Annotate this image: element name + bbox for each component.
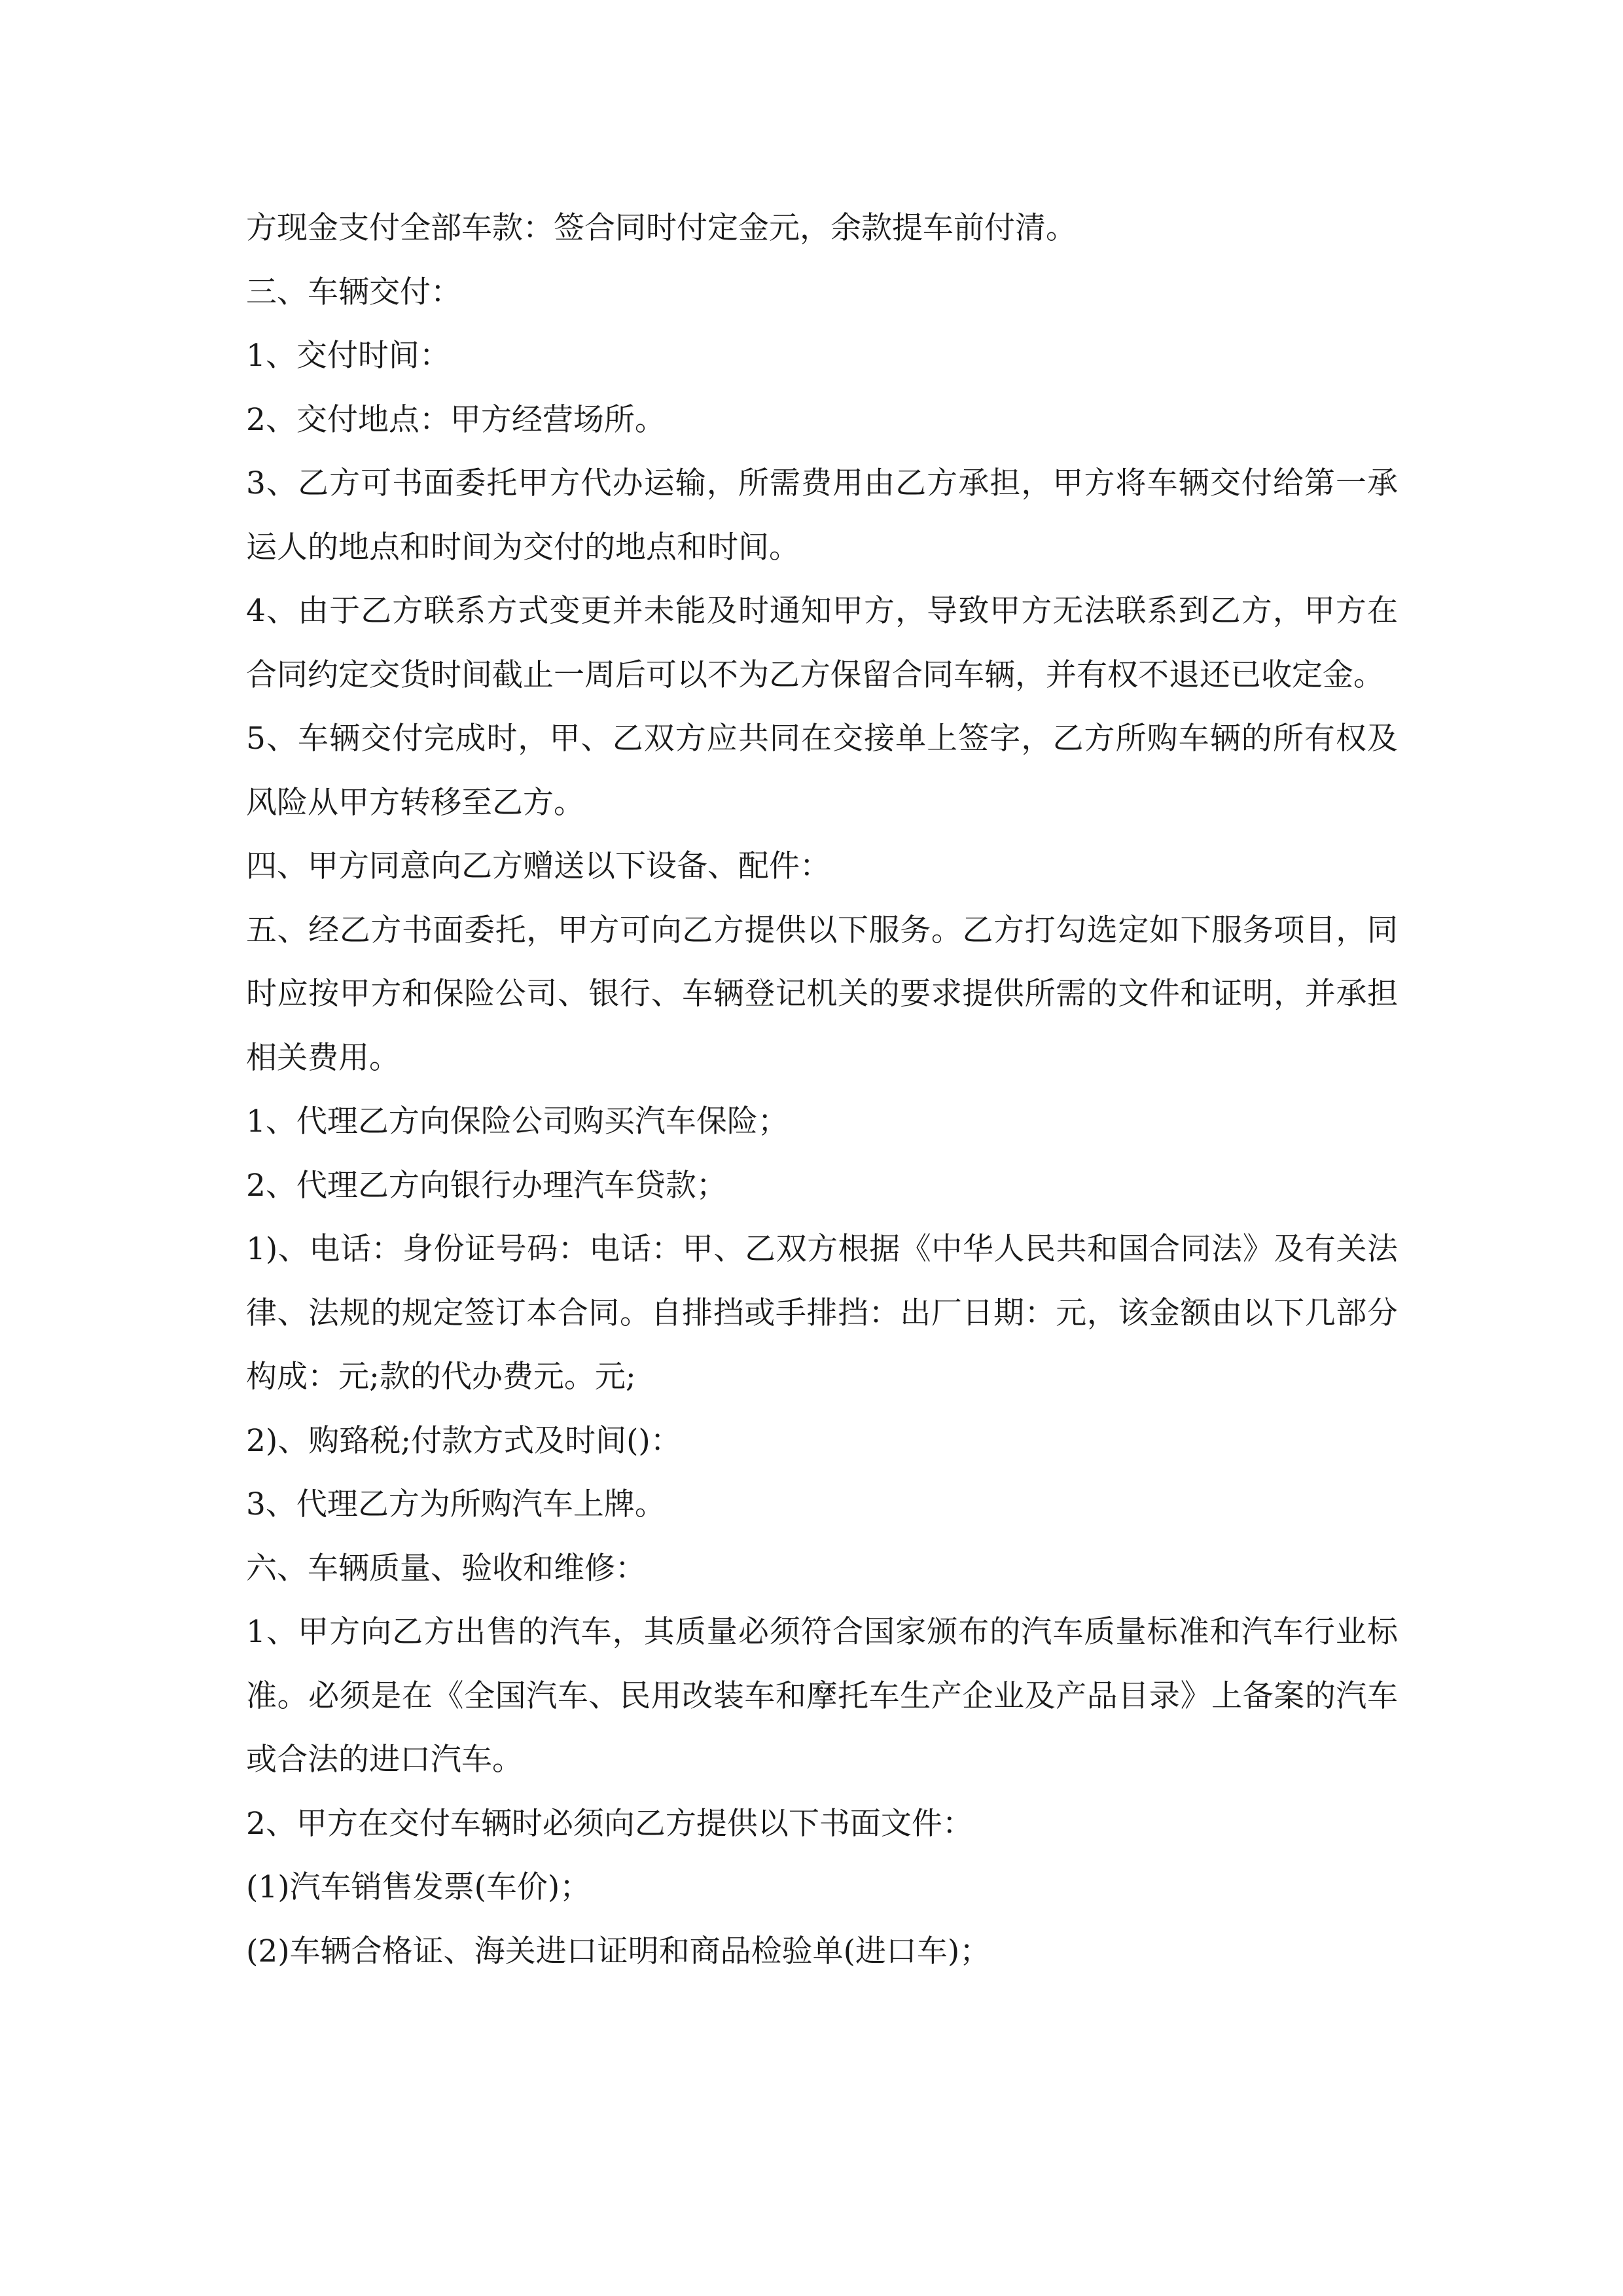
paragraph-contact-details: 1)、电话：身份证号码：电话：甲、乙双方根据《中华人民共和国合同法》及有关法律、法规的规定签订本合同。自排挡或手排挡：出厂日期：元，该金额由以下几部分构成：元;款的代办费元。元; xyxy=(246,1231,1398,1395)
paragraph-loan-service: 2、代理乙方向银行办理汽车贷款； xyxy=(246,1167,727,1204)
heading-entrusted-services: 五、经乙方书面委托，甲方可向乙方提供以下服务。乙方打勾选定如下服务项目，同时应按甲方和保险公司、银行、车辆登记机关的要求提供所需的文件和证明，并承担相关费用。 xyxy=(246,912,1398,1076)
list-item-vehicle-certificates: (2)车辆合格证、海关进口证明和商品检验单(进口车)； xyxy=(246,1933,991,1969)
paragraph-required-documents: 2、甲方在交付车辆时必须向乙方提供以下书面文件： xyxy=(246,1805,973,1842)
paragraph-delivery-place: 2、交付地点：甲方经营场所。 xyxy=(246,401,666,438)
document-body xyxy=(246,196,1398,1983)
paragraph-delivery-transport: 3、乙方可书面委托甲方代办运输，所需费用由乙方承担，甲方将车辆交付给第一承运人的地点和时间为交付的地点和时间。 xyxy=(246,465,1398,565)
paragraph-registration-service: 3、代理乙方为所购汽车上牌。 xyxy=(246,1486,666,1522)
list-item-sales-invoice: (1)汽车销售发票(车价)； xyxy=(246,1869,591,1905)
heading-gifted-equipment: 四、甲方同意向乙方赠送以下设备、配件： xyxy=(246,848,830,884)
paragraph-insurance-service: 1、代理乙方向保险公司购买汽车保险； xyxy=(246,1103,789,1139)
paragraph-delivery-time: 1、交付时间： xyxy=(246,338,450,374)
paragraph-contact-change: 4、由于乙方联系方式变更并未能及时通知甲方，导致甲方无法联系到乙方，甲方在合同约定交货时间截止一周后可以不为乙方保留合同车辆，并有权不退还已收定金。 xyxy=(246,593,1398,693)
heading-quality-inspection: 六、车辆质量、验收和维修： xyxy=(246,1550,646,1587)
paragraph-delivery-complete: 5、车辆交付完成时，甲、乙双方应共同在交接单上签字，乙方所购车辆的所有权及风险从甲方转移至乙方。 xyxy=(246,721,1398,821)
paragraph-payment-method: 方现金支付全部车款：签合同时付定金元，余款提车前付清。 xyxy=(246,210,1077,246)
heading-vehicle-delivery: 三、车辆交付： xyxy=(246,274,461,310)
paragraph-purchase-tax: 2)、购臵税;付款方式及时间()： xyxy=(246,1422,681,1459)
paragraph-quality-standard: 1、甲方向乙方出售的汽车，其质量必须符合国家颁布的汽车质量标准和汽车行业标准。必须是在《全国汽车、民用改装车和摩托车生产企业及产品目录》上备案的汽车或合法的进口汽车。 xyxy=(246,1614,1398,1778)
